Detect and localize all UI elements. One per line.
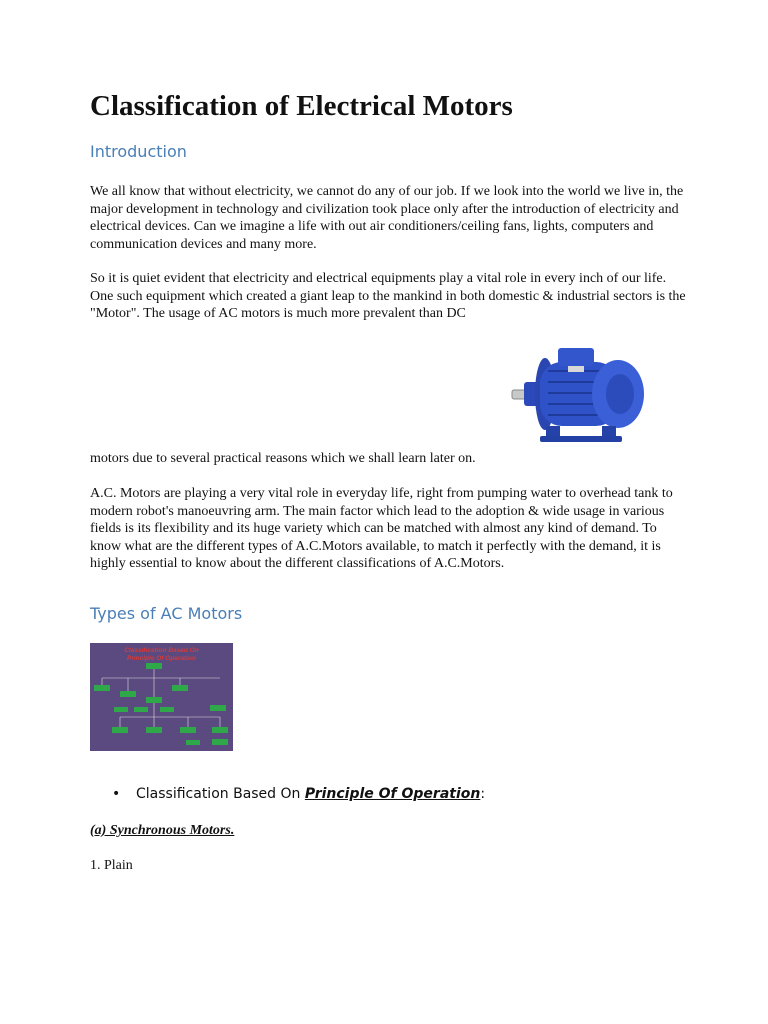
ac-motor-image: [510, 338, 650, 446]
bullet-dot: •: [112, 786, 121, 802]
bullet-prefix: Classification Based On: [136, 786, 305, 802]
intro-paragraph-3: A.C. Motors are playing a very vital role in everyday life, right from pumping water to overhead tank to modern robot's manoeuvring arm. The main factor which lead to the adoption & wide usage in various fields is its flexibility and its huge variety which can be matched with almost any kind of demand. To know what are the different types of A.C.Motors available, to match it perfectly with the demand, it is highly essential to know about the different classifications of A.C.Motors.: [90, 486, 673, 571]
intro-paragraph-1: We all know that without electricity, we cannot do any of our job. If we look into the world we live in, the major development in technology and civilization took place only after the introduction of electricity and electrical devices. Can we imagine a life with out air conditioners/ceiling fans, lights, computers and communication devices and many more.: [90, 184, 684, 252]
introduction-heading: Introduction: [90, 142, 187, 161]
chart-image-title-1: Classification Based On: [124, 647, 199, 654]
synchronous-motors-subheading: (a) Synchronous Motors.: [90, 823, 235, 838]
types-heading: Types of AC Motors: [90, 604, 243, 623]
bullet-text: [136, 786, 485, 802]
list-item-plain: 1. Plain: [90, 858, 133, 873]
bullet-emphasis: Principle Of Operation: [304, 786, 481, 802]
intro-paragraph-2-continued: motors due to several practical reasons which we shall learn later on.: [90, 451, 476, 466]
chart-image-title-2: Principle Of Operation: [127, 655, 196, 662]
intro-paragraph-2: So it is quiet evident that electricity and electrical equipments play a vital role in every inch of our life. One such equipment which created a giant leap to the mankind in both domestic & industrial sectors is the "Motor". The usage of AC motors is much more prevalent than DC: [90, 271, 686, 321]
classification-chart-image: [90, 643, 233, 751]
bullet-suffix: :: [480, 786, 486, 802]
page-title: Classification of Electrical Motors: [90, 90, 513, 122]
